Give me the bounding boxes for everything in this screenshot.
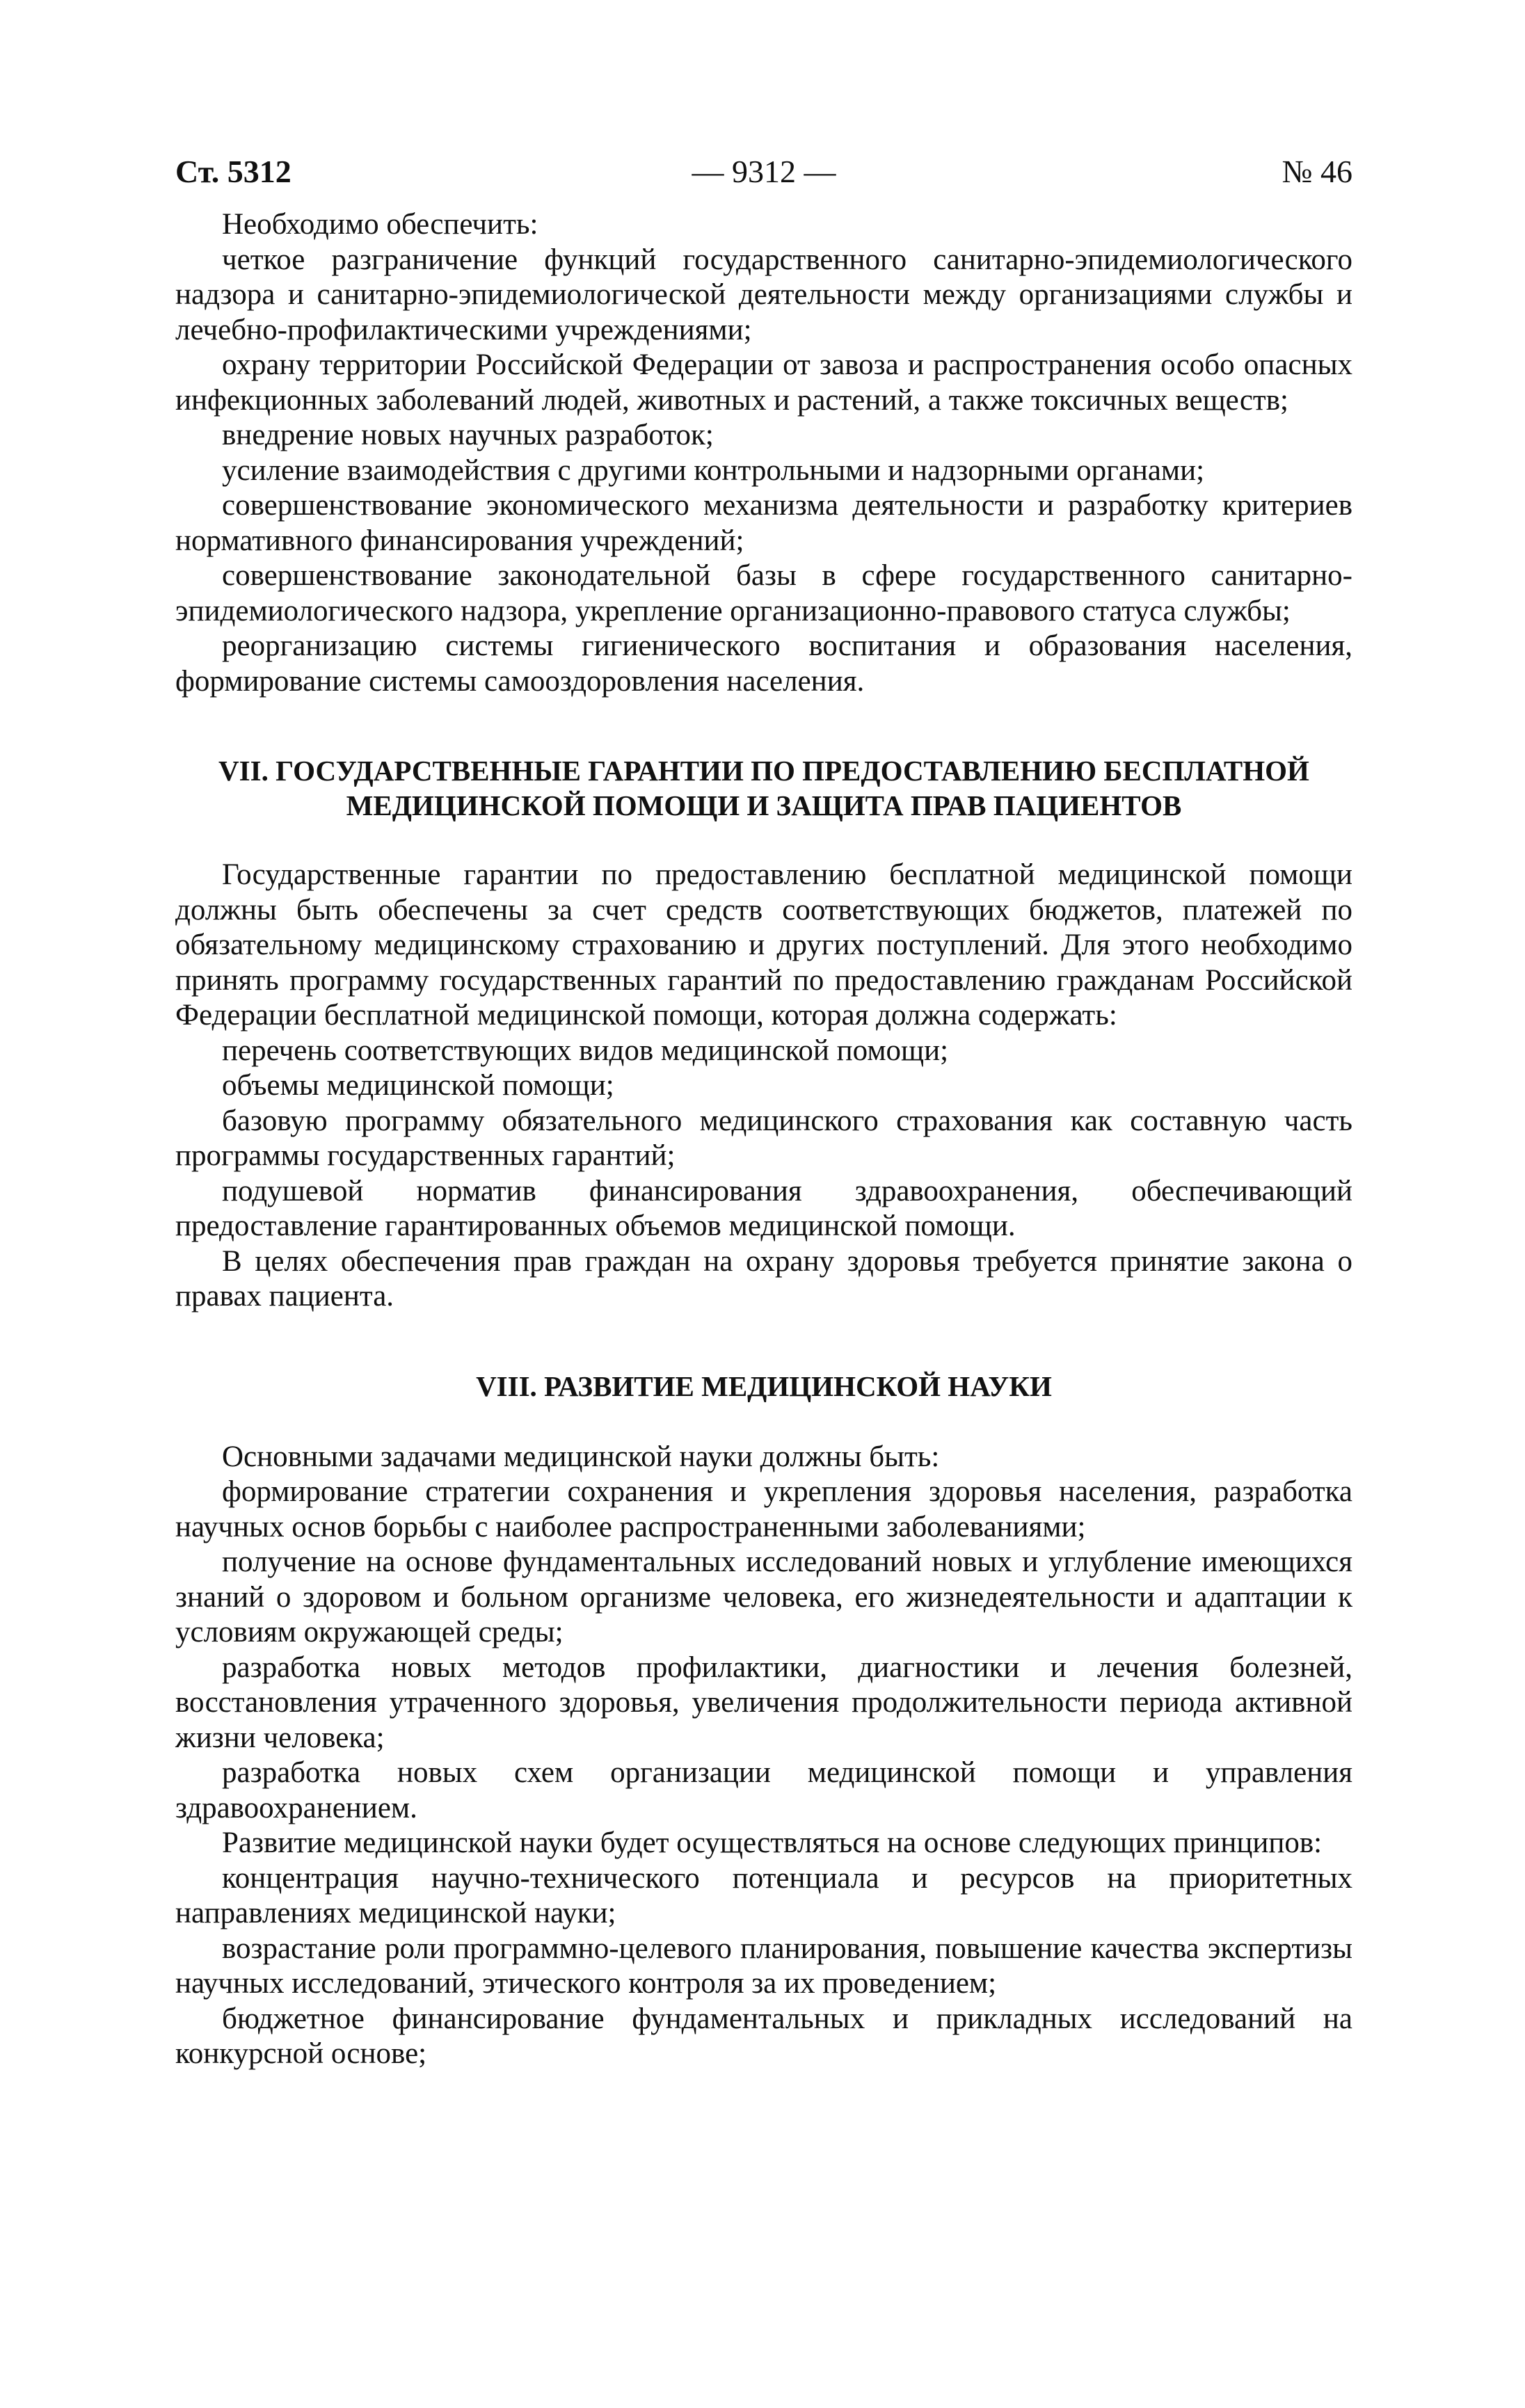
page-number: — 9312 — (692, 154, 836, 189)
paragraph: получение на основе фундаментальных исследований новых и углубление имеющихся знаний о здоровом и больном организме человека, его жизнедеятельности и адаптации к условиям окружающей среды; (175, 1546, 1352, 1648)
section-vii-body (175, 858, 1352, 1315)
paragraph: реорганизацию системы гигиенического воспитания и образования населения, формирование системы самооздоровления населения. (175, 629, 1352, 698)
page-header (175, 153, 1352, 202)
article-number: Ст. 5312 (175, 154, 292, 189)
section-title-line: МЕДИЦИНСКОЙ ПОМОЩИ И ЗАЩИТА ПРАВ ПАЦИЕНТОВ (346, 789, 1182, 821)
paragraph: объемы медицинской помощи; (222, 1069, 614, 1102)
paragraph: четкое разграничение функций государственного санитарно-эпидемиологического надзора и санитарно-эпидемиологической деятельности между организациями службы и лечебно-профилактическими учреждениями; (175, 243, 1352, 346)
paragraph: перечень соответствующих видов медицинской помощи; (222, 1034, 949, 1067)
paragraph: совершенствование законодательной базы в сфере государственного санитарно-эпидемиологического надзора, укрепление организационно-правового статуса службы; (175, 559, 1352, 627)
paragraph: формирование стратегии сохранения и укрепления здоровья населения, разработка научных основ борьбы с наиболее распространенными заболеваниями; (175, 1475, 1352, 1543)
paragraph: разработка новых схем организации медицинской помощи и управления здравоохранением. (175, 1756, 1352, 1824)
issue-number: № 46 (1282, 154, 1352, 189)
paragraph: разработка новых методов профилактики, диагностики и лечения болезней, восстановления утраченного здоровья, увеличения продолжительности периода активной жизни человека; (175, 1651, 1352, 1754)
paragraph: подушевой норматив финансирования здравоохранения, обеспечивающий предоставление гарантированных объемов медицинской помощи. (175, 1174, 1352, 1242)
paragraph: совершенствование экономического механизма деятельности и разработку критериев нормативного финансирования учреждений; (175, 489, 1352, 557)
section-title-line: VII. ГОСУДАРСТВЕННЫЕ ГАРАНТИИ ПО ПРЕДОСТАВЛЕНИЮ БЕСПЛАТНОЙ (218, 755, 1309, 787)
paragraph: концентрация научно-технического потенциала и ресурсов на приоритетных направлениях медицинской науки; (175, 1861, 1352, 1929)
document-page (175, 153, 1352, 2072)
paragraph: Государственные гарантии по предоставлению бесплатной медицинской помощи должны быть обеспечены за счет средств соответствующих бюджетов, платежей по обязательному медицинскому страхованию и других поступлений. Для этого необходимо принять программу государственных гарантий по предоставлению гражданам Российской Федерации бесплатной медицинской помощи, которая должна содержать: (175, 858, 1352, 1032)
paragraph: возрастание роли программно-целевого планирования, повышение качества экспертизы научных исследований, этического контроля за их проведением; (175, 1932, 1352, 2000)
section-viii-title: VIII. РАЗВИТИЕ МЕДИЦИНСКОЙ НАУКИ (476, 1370, 1052, 1402)
section-vii-title (175, 753, 1352, 823)
section-viii-body (175, 1440, 1352, 2072)
paragraph: базовую программу обязательного медицинского страхования как составную часть программы государственных гарантий; (175, 1104, 1352, 1172)
paragraph: В целях обеспечения прав граждан на охрану здоровья требуется принятие закона о правах пациента. (175, 1244, 1352, 1313)
paragraph: бюджетное финансирование фундаментальных и прикладных исследований на конкурсной основе; (175, 2002, 1352, 2070)
paragraph: Основными задачами медицинской науки должны быть: (222, 1440, 940, 1473)
paragraph: охрану территории Российской Федерации от завоза и распространения особо опасных инфекционных заболеваний людей, животных и растений, а также токсичных веществ; (175, 348, 1352, 417)
paragraph: усиление взаимодействия с другими контрольными и надзорными органами; (222, 453, 1205, 487)
paragraph: Развитие медицинской науки будет осуществляться на основе следующих принципов: (222, 1827, 1323, 1859)
paragraph: Необходимо обеспечить: (222, 208, 538, 241)
paragraph: внедрение новых научных разработок; (222, 419, 714, 451)
block-requirements (175, 207, 1352, 699)
